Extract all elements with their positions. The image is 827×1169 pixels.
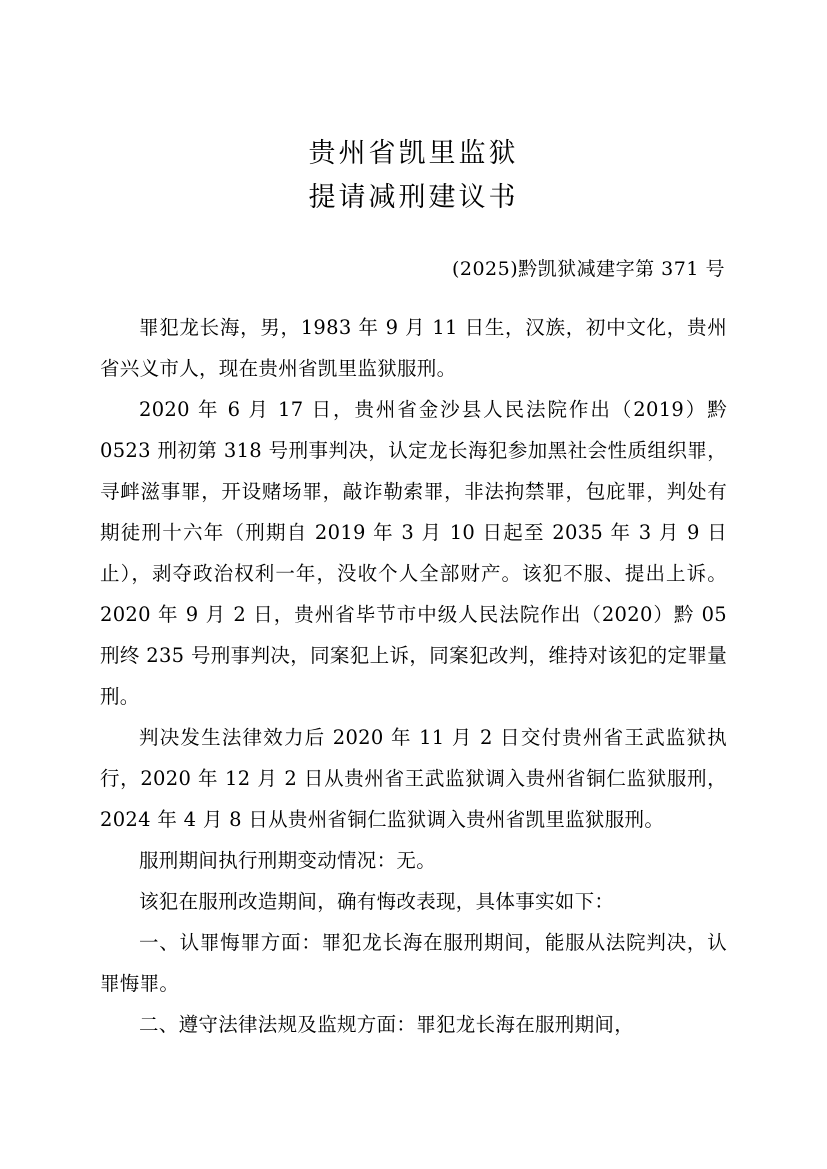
page-title-line-1: 贵州省凯里监狱: [308, 138, 519, 169]
document-body: [100, 307, 727, 1045]
paragraph: 二、遵守法律法规及监规方面：罪犯龙长海在服刑期间，: [139, 1013, 635, 1036]
page-title: [100, 132, 727, 220]
document-content: [100, 132, 727, 1045]
paragraph: 该犯在服刑改造期间，确有悔改表现，具体事实如下：: [139, 890, 615, 913]
paragraph: 服刑期间执行刑期变动情况：无。: [139, 849, 437, 872]
paragraph: 判决发生法律效力后 2020 年 11 月 2 日交付贵州省王武监狱执行，2020 年 12 月 2 日从贵州省王武监狱调入贵州省铜仁监狱服刑，2024 年 4 月 8 日从贵州省铜仁监狱调入贵州省凯里监狱服刑。: [100, 726, 727, 831]
paragraph: 罪犯龙长海，男，1983 年 9 月 11 日生，汉族，初中文化，贵州省兴义市人，现在贵州省凯里监狱服刑。: [100, 316, 727, 380]
page-title-line-2: 提请减刑建议书: [308, 182, 519, 213]
paragraph: 2020 年 6 月 17 日，贵州省金沙县人民法院作出（2019）黔 0523 刑初第 318 号刑事判决，认定龙长海犯参加黑社会性质组织罪，寻衅滋事罪，开设赌场罪，敲诈勒索罪，非法拘禁罪，包庇罪，判处有期徒刑十六年（刑期自 2019 年 3 月 10 日起至 2035 年 3 月 9 日止），剥夺政治权利一年，没收个人全部财产。该犯不服、提出上诉。2020 年 9 月 2 日，贵州省毕节市中级人民法院作出（2020）黔 05 刑终 235 号刑事判决，同案犯上诉，同案犯改判，维持对该犯的定罪量刑。: [100, 398, 727, 708]
paragraph: 一、认罪悔罪方面：罪犯龙长海在服刑期间，能服从法院判决，认罪悔罪。: [100, 931, 727, 995]
document-number: (2025)黔凯狱减建字第 371 号: [451, 258, 725, 280]
